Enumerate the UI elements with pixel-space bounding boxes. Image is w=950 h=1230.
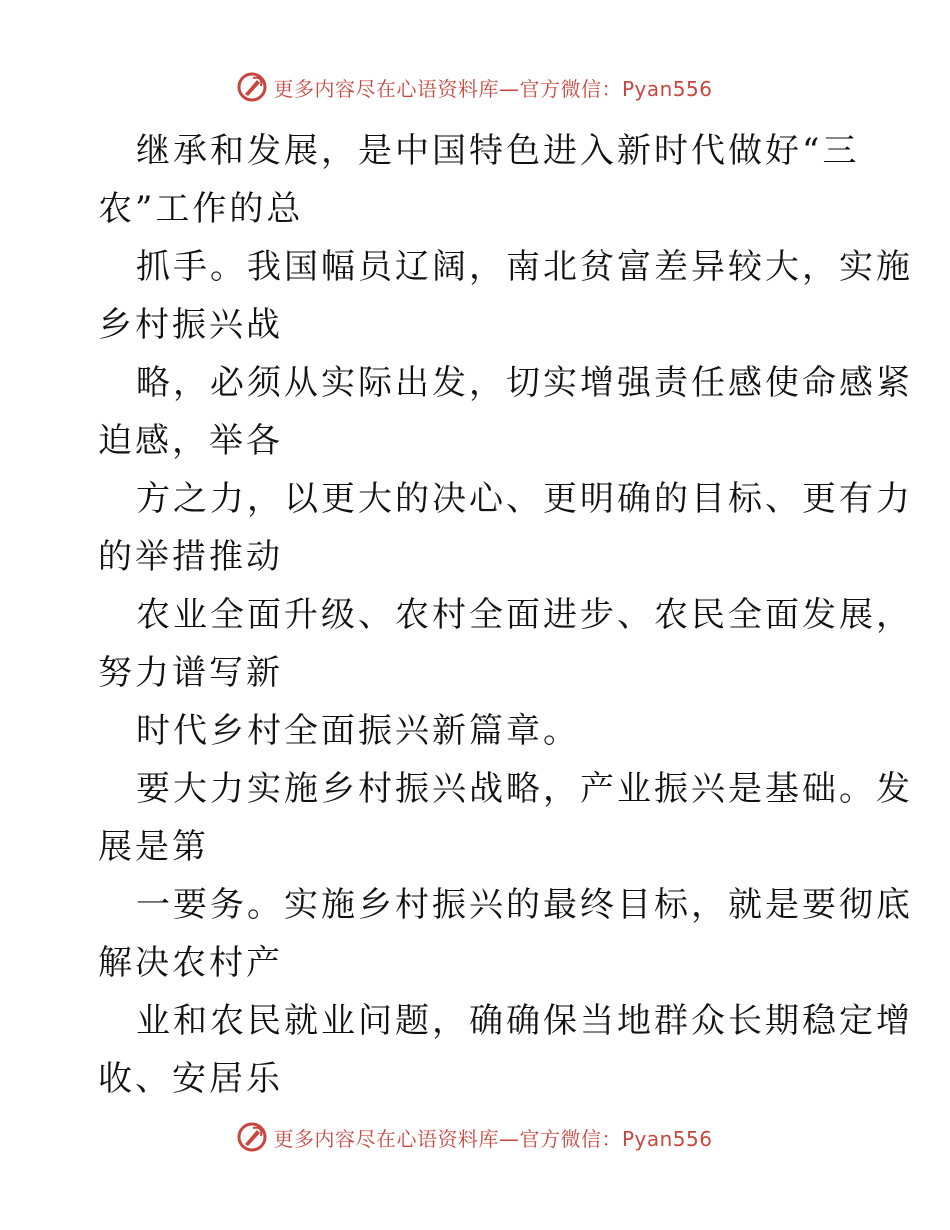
body-line: 迫感，举各 (98, 421, 283, 461)
body-line: 业和农民就业问题，确确保当地群众长期稳定增 (136, 1001, 913, 1041)
body-line: 继承和发展，是中国特色进入新时代做好“三 (136, 131, 860, 171)
footer-banner (0, 1122, 950, 1152)
body-line: 方之力，以更大的决心、更明确的目标、更有力 (136, 479, 913, 519)
body-line: 展是第 (98, 827, 209, 867)
body-line: 收、安居乐 (98, 1059, 283, 1099)
body-line: 略，必须从实际出发，切实增强责任感使命感紧 (136, 363, 913, 403)
logo-icon (237, 72, 267, 102)
body-line: 农业全面升级、农村全面进步、农民全面发展， (136, 595, 913, 635)
body-line: 要大力实施乡村振兴战略，产业振兴是基础。发 (136, 769, 913, 809)
body-line: 农”工作的总 (98, 189, 304, 229)
footer-banner-text: 更多内容尽在心语资料库—官方微信：Pyan556 (273, 1126, 713, 1151)
header-banner (0, 72, 950, 102)
body-line: 一要务。实施乡村振兴的最终目标，就是要彻底 (136, 885, 913, 925)
body-line: 努力谱写新 (98, 653, 283, 693)
body-line: 抓手。我国幅员辽阔，南北贫富差异较大，实施 (136, 247, 913, 287)
document-body (98, 122, 913, 1108)
header-banner-text: 更多内容尽在心语资料库—官方微信：Pyan556 (273, 76, 713, 101)
logo-icon (237, 1122, 267, 1152)
body-line: 解决农村产 (98, 943, 283, 983)
body-line: 的举措推动 (98, 537, 283, 577)
body-line: 时代乡村全面振兴新篇章。 (136, 711, 580, 751)
body-line: 乡村振兴战 (98, 305, 283, 345)
